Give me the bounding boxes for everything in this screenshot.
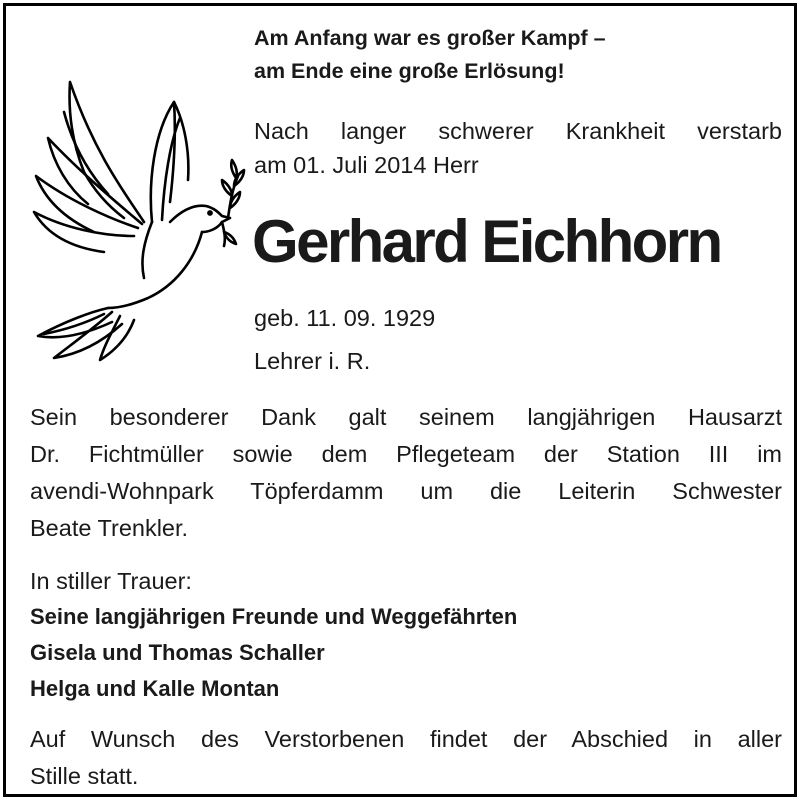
- motto-line: Am Anfang war es großer Kampf –: [254, 26, 606, 50]
- thanks-line: Sein besonderer Dank galt seinem langjährigen Hausarzt: [30, 404, 782, 430]
- mourner-name: Seine langjährigen Freunde und Weggefährten: [30, 604, 518, 629]
- thanks-line: avendi-Wohnpark Töpferdamm um die Leiterin Schwester: [30, 478, 782, 504]
- mourner-name: Gisela und Thomas Schaller: [30, 640, 325, 665]
- dove-with-olive-branch-icon: [24, 72, 252, 362]
- thanks-paragraph: [30, 399, 782, 547]
- thanks-line: Beate Trenkler.: [30, 515, 189, 541]
- deceased-name: Gerhard Eichhorn: [252, 208, 721, 275]
- motto-line: am Ende eine große Erlösung!: [254, 59, 565, 83]
- announcement-line: Nach langer schwerer Krankheit verstarb: [254, 118, 782, 144]
- obituary-notice: [3, 3, 797, 797]
- closing-line: Auf Wunsch des Verstorbenen findet der Abschied in aller: [30, 726, 782, 752]
- birth-date: geb. 11. 09. 1929: [254, 305, 436, 331]
- mourning-intro: In stiller Trauer:: [30, 568, 192, 594]
- mourner-name: Helga und Kalle Montan: [30, 676, 280, 701]
- death-announcement: [254, 114, 782, 182]
- mourners-block: [30, 563, 782, 707]
- occupation: Lehrer i. R.: [254, 348, 371, 374]
- motto: [254, 22, 774, 88]
- closing-paragraph: [30, 721, 782, 795]
- closing-line: Stille statt.: [30, 763, 139, 789]
- thanks-line: Dr. Fichtmüller sowie dem Pflegeteam der Station III im: [30, 441, 782, 467]
- announcement-line: am 01. Juli 2014 Herr: [254, 152, 479, 178]
